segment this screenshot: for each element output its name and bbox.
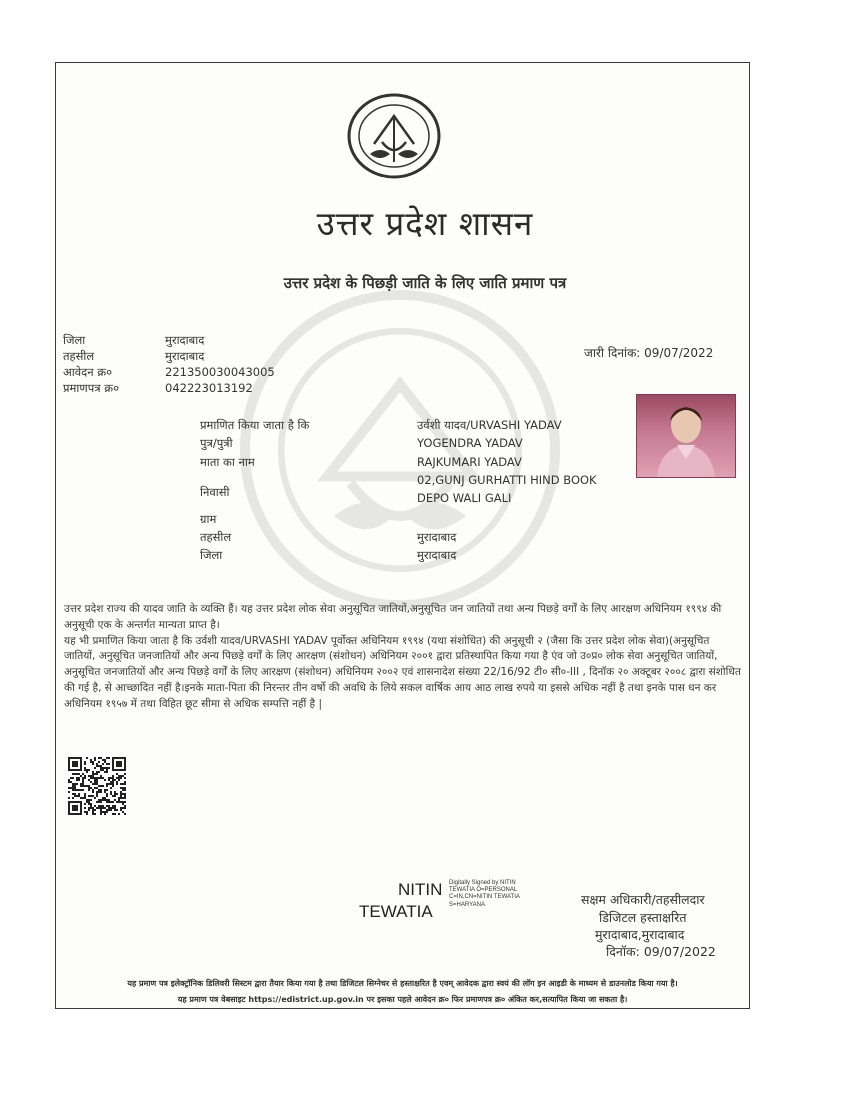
certificate-body — [64, 602, 744, 713]
signer-name-line-2: TEWATIA — [359, 902, 433, 921]
up-state-emblem-icon — [344, 92, 444, 180]
resident-label: निवासी — [200, 485, 230, 499]
certified-label: प्रमाणित किया जाता है कि — [200, 418, 310, 432]
watermark-emblem-icon — [235, 285, 565, 615]
address-line-2: DEPO WALI GALI — [417, 491, 512, 505]
son-daughter-label: पुत्र/पुत्री — [200, 436, 233, 450]
page-title: उत्तर प्रदेश शासन — [316, 204, 534, 243]
applicant-tehsil-label: तहसील — [200, 530, 232, 544]
tehsil-label: तहसील — [63, 349, 95, 363]
signature-detail-4: S=HARYANA — [449, 901, 485, 908]
qr-code-icon — [68, 757, 126, 815]
district-label: जिला — [63, 333, 86, 347]
certificate-subtitle: उत्तर प्रदेश के पिछड़ी जाति के लिए जाति प्रमाण पत्र — [283, 274, 567, 292]
signature-details — [449, 880, 559, 909]
address-line-1: 02,GUNJ GURHATTI HIND BOOK — [417, 473, 597, 487]
applicant-district-label: जिला — [200, 548, 223, 562]
father-name: YOGENDRA YADAV — [417, 436, 523, 450]
district-value: मुरादाबाद — [165, 333, 205, 347]
signature-detail-3: C=IN,CN=NITIN TEWATIA — [449, 894, 520, 901]
certificate-number: 042223013192 — [165, 381, 253, 395]
signature-detail-1: Digitally Signed by NITIN — [449, 880, 516, 886]
officer-date: दिनॉक: 09/07/2022 — [606, 944, 716, 959]
applicant-photo — [636, 394, 736, 478]
officer-location: मुरादाबाद,मुरादाबाद — [595, 927, 685, 942]
body-paragraph-1: उत्तर प्रदेश राज्य की यादव जाति के व्यक्ति हैं। यह उत्तर प्रदेश लोक सेवा अनुसूचित जातियों,अनुसूचित जन जातियों तथा अन्य पिछड़े वर्गों के लिए आरक्षण अधिनियम १९९४ की अनुसूची एक के अन्तर्गत मान्यता प्राप्त है। — [64, 603, 722, 631]
officer-title: सक्षम अधिकारी/तहसीलदार — [581, 892, 705, 907]
tehsil-value: मुरादाबाद — [165, 349, 205, 363]
applicant-district-value: मुरादाबाद — [417, 548, 457, 562]
body-paragraph-2: यह भी प्रमाणित किया जाता है कि उर्वशी यादव/URVASHI YADAV पूर्वोक्त अधिनियम १९९४ (यथा संशोधित) की अनुसूची २ (जैसा कि उत्तर प्रदेश लोक सेवा)(अनुसूचित जातियों, अनुसूचित जनजातियों और अन्य पिछड़े वर्गों के लिए आरक्षण (संशोधन) अधिनियम २००१ द्वारा प्रतिस्थापित किया गया है एंव जो उ०प्र० लोक सेवा अनुसूचित जातियों, अनुसूचित जनजातियों और अन्य पिछड़े वर्गों के लिए आरक्षण (संशोधन) अधिनियम २००२ एवं शासनादेश संख्या 22/16/92 टी० सी०-III , दिनॉक २० अक्टूबर २००८ द्वारा संशोधित की गई है, से आच्छादित नहीं है।इनके माता-पिता की निरन्तर तीन वर्षो की अवधि के लिये सकल वार्षिक आय आठ लाख रुपये या इससे अधिक नहीं है तथा इनके पास धन कर अधिनियम १९५७ में तथा विहित छूट सीमा से अधिक सम्पत्ति नहीं है | — [64, 634, 741, 710]
issue-date: जारी दिनांक: 09/07/2022 — [584, 346, 714, 360]
applicant-name: उर्वशी यादव/URVASHI YADAV — [417, 418, 562, 432]
digitally-signed-label: डिजिटल हस्ताक्षरित — [599, 910, 687, 925]
signature-detail-2: TEWATIA O=PERSONAL — [449, 887, 518, 894]
application-label: आवेदन क्र० — [63, 365, 113, 379]
certificate-number-label: प्रमाणपत्र क्र० — [63, 381, 120, 395]
footer-line-1: यह प्रमाण पत्र इलेक्ट्रॉनिक डिलिवरी सिस्टम द्वारा तैयार किया गया है तथा डिजिटल सिग्नेचर से हस्ताक्षरित है एवम् आवेदक द्वारा स्वयं की लॉग इन आइडी के माध्यम से डाउनलोड किया गया है। — [127, 979, 678, 988]
mother-name: RAJKUMARI YADAV — [417, 455, 522, 469]
applicant-tehsil-value: मुरादाबाद — [417, 530, 457, 544]
footer-line-2: यह प्रमाण पत्र वेबसाइट https://edistrict.up.gov.in पर इसका पहले आवेदन क्र० फिर प्रमाणपत्र क्र० अंकित कर,सत्यापित किया जा सकता है। — [177, 995, 628, 1004]
village-label: ग्राम — [200, 512, 217, 526]
application-number: 221350030043005 — [165, 365, 275, 379]
mother-label: माता का नाम — [200, 455, 255, 469]
signer-name-line-1: NITIN — [398, 880, 443, 899]
